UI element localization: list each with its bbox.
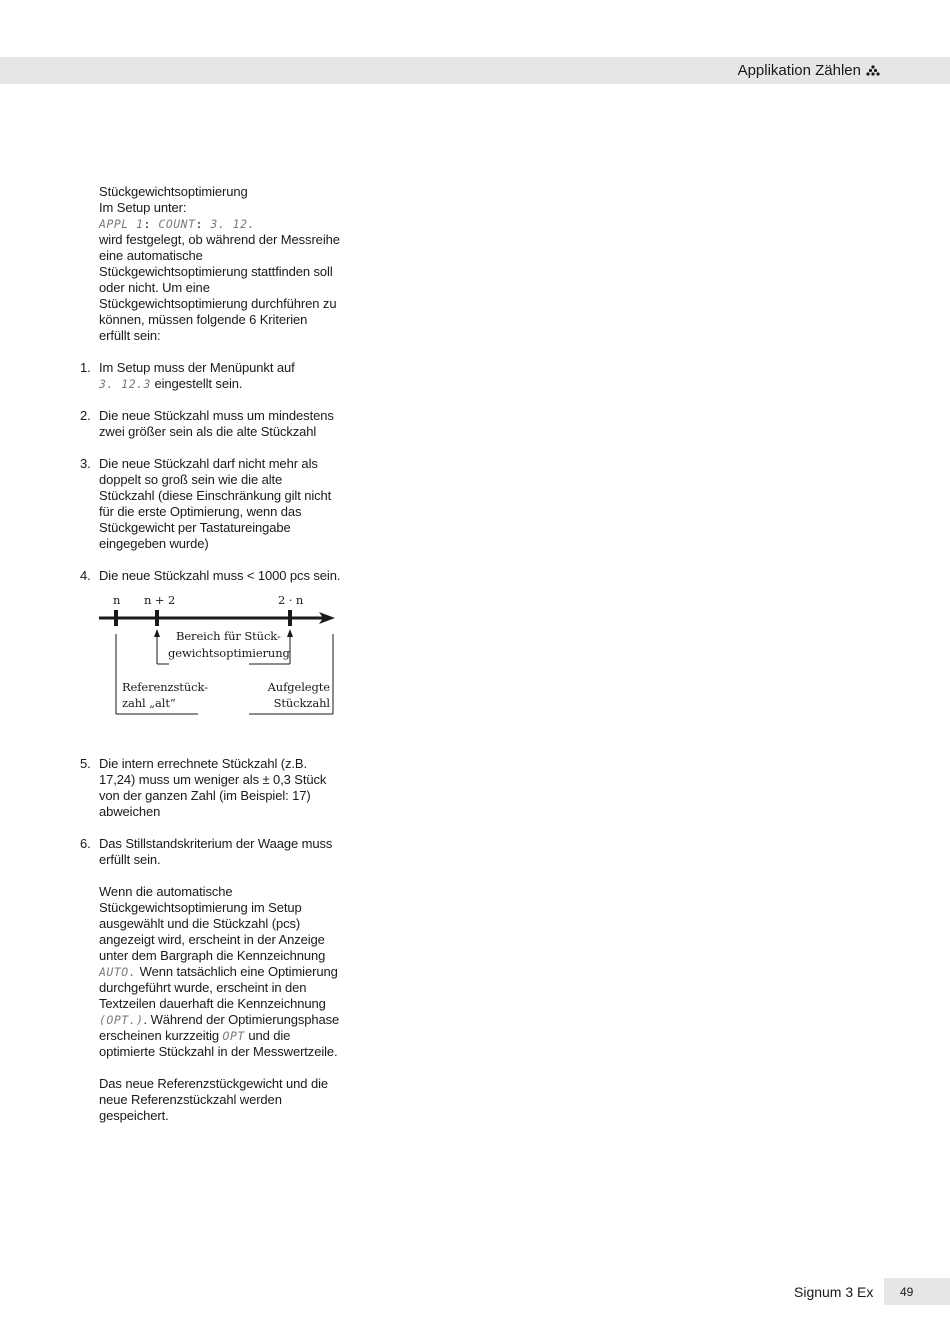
criterion-number: 6. xyxy=(80,836,91,851)
criterion-number: 3. xyxy=(80,456,91,471)
range-label-line2: gewichtsoptimierung xyxy=(168,646,290,660)
main-content xyxy=(80,184,341,1124)
range-label-line1: Bereich für Stück- xyxy=(176,629,281,643)
criterion-number: 1. xyxy=(80,360,91,375)
criterion-text: Die neue Stückzahl darf nicht mehr als doppelt so groß sein wie die alte Stückzahl (diese Einschränkung gilt nicht für die erste Optimierung, wenn das Stückgewicht per Tastatureingabe eingegeben wurde) xyxy=(99,456,332,551)
section-heading: Stückgewichtsoptimierung xyxy=(99,184,248,199)
lcd-menu-code: 3. 12.3 xyxy=(99,377,151,391)
criterion-text: Im Setup muss der Menüpunkt auf xyxy=(99,360,295,375)
placed-label-line2: Stückzahl xyxy=(273,696,330,710)
tick-label-2n: 2 · n xyxy=(278,593,304,607)
criterion-number: 5. xyxy=(80,756,91,771)
criterion-3 xyxy=(80,456,341,552)
criterion-6 xyxy=(80,836,341,868)
criterion-text: Die neue Stückzahl muss um mindestens zwei größer sein als die alte Stückzahl xyxy=(99,408,334,439)
lcd-auto: AUTO. xyxy=(99,965,137,979)
lcd-appl: APPL 1 xyxy=(99,217,144,231)
dots-triangle-icon xyxy=(866,65,880,76)
paragraph-text: Wenn die automatische Stückgewichtsoptimierung im Setup ausgewählt und die Stückzahl (pcs) angezeigt wird, erscheint in der Anzeige unter dem Bargraph die Kennzeichnung xyxy=(99,884,326,963)
footer-product-name: Signum 3 Ex xyxy=(794,1284,874,1300)
reference-label-line1: Referenzstück- xyxy=(122,680,208,694)
header-bar xyxy=(0,57,950,84)
tick-2n-mark xyxy=(288,610,292,626)
criterion-2 xyxy=(80,408,341,440)
setup-line: Im Setup unter: xyxy=(99,200,187,215)
header-title: Applikation Zählen xyxy=(737,62,861,79)
intro-body: wird festgelegt, ob während der Messreihe eine automatische Stückgewichtsoptimierung stattfinden soll oder nicht. Um eine Stückgewichtsoptimierung durchführen zu können, müssen folgende 6 Kriterien erfüllt sein: xyxy=(99,232,340,343)
criterion-5 xyxy=(80,756,341,820)
placed-label-line1: Aufgelegte xyxy=(267,680,330,694)
optimization-range-diagram xyxy=(97,594,341,744)
range-arrow-right xyxy=(287,629,293,637)
criterion-4 xyxy=(80,568,341,584)
page-number: 49 xyxy=(900,1285,914,1299)
paragraph-text: . Während der Optimierungsphase erscheinen kurzzeitig xyxy=(99,1012,340,1043)
lcd-opt: OPT xyxy=(222,1029,245,1043)
criterion-text: eingestellt sein. xyxy=(154,376,243,391)
lcd-code: 3. 12. xyxy=(210,217,255,231)
tick-n-mark xyxy=(114,610,118,626)
reference-label-line2: zahl „alt“ xyxy=(122,696,176,710)
tick-label-n: n xyxy=(113,593,121,607)
criterion-text: Das Stillstandskriterium der Waage muss erfüllt sein. xyxy=(99,836,333,867)
lcd-opt-paren: (OPT.) xyxy=(99,1013,144,1027)
page-header xyxy=(738,62,880,79)
tick-n2-mark xyxy=(155,610,159,626)
footer-page-box xyxy=(884,1278,950,1305)
criterion-number: 2. xyxy=(80,408,91,423)
paragraph-text: und die optimierte Stückzahl in der Messwertzeile. xyxy=(99,1028,338,1059)
criterion-number: 4. xyxy=(80,568,91,583)
range-arrow-left xyxy=(154,629,160,637)
lcd-count: COUNT xyxy=(158,217,196,231)
paragraph-text: Wenn tatsächlich eine Optimierung durchgeführt wurde, erscheint in den Textzeilen dauerhaft die Kennzeichnung xyxy=(99,964,338,1011)
criterion-text: Die intern errechnete Stückzahl (z.B. 17,24) muss um weniger als ± 0,3 Stück von der ganzen Zahl (im Beispiel: 17) abweichen xyxy=(99,756,327,819)
range-diagram-graphic xyxy=(97,594,342,744)
criterion-text: Die neue Stückzahl muss < 1000 pcs sein. xyxy=(99,568,341,583)
setup-path: APPL 1: COUNT: 3. 12. xyxy=(99,217,255,231)
saved-paragraph: Das neue Referenzstückgewicht und die neue Referenzstückzahl werden gespeichert. xyxy=(99,1076,328,1123)
auto-optimization-paragraph xyxy=(99,884,341,1060)
tick-label-n-plus-2: n + 2 xyxy=(144,593,176,607)
criterion-1 xyxy=(80,360,341,392)
